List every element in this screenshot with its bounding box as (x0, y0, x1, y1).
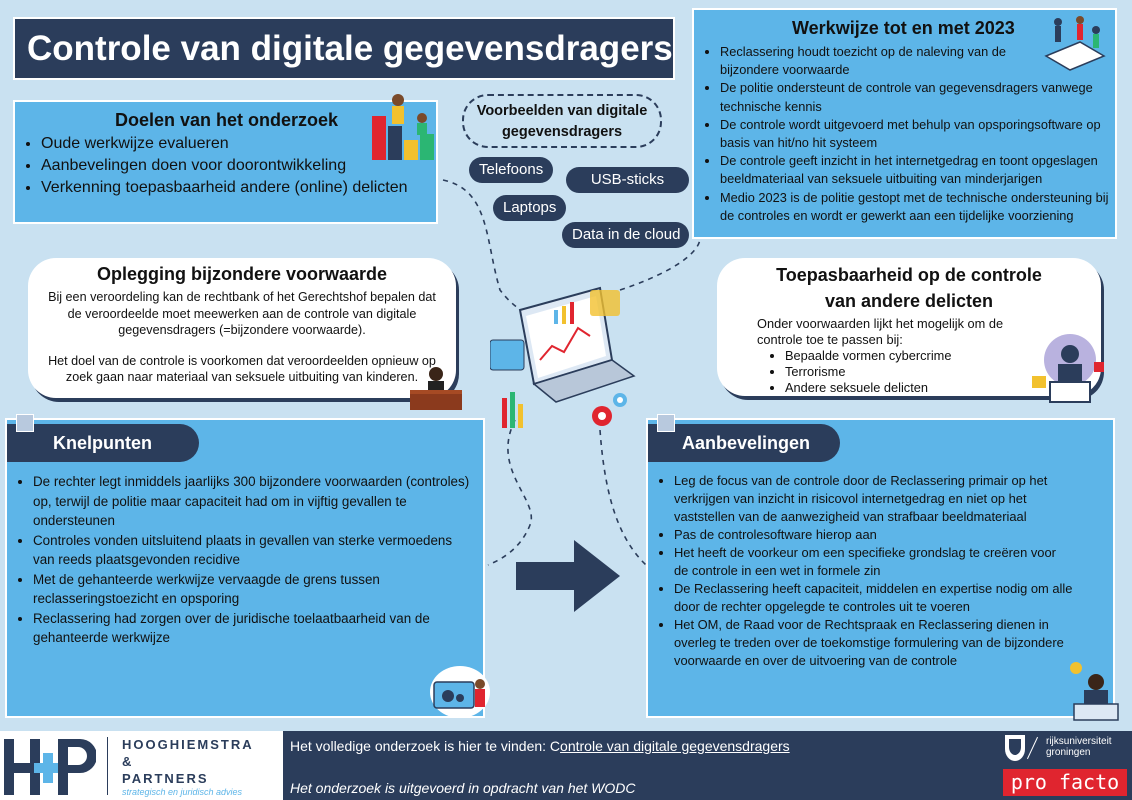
list-item: • Controles vonden uitsluitend plaats in gevallen van sterke vermoedens van reeds plaatsgevonden recidive (33, 531, 471, 570)
bottlenecks-tab-marker (16, 414, 34, 432)
list-item: • Oude werkwijze evalueren (41, 133, 436, 155)
bottlenecks-list (11, 472, 471, 648)
businessman-idea-icon (1062, 660, 1122, 722)
hp-logo-area (0, 731, 283, 800)
rug-logo-text (1046, 736, 1112, 758)
condition-text-2: Het doel van de controle is voorkomen dat veroordeelden opnieuw op zoek gaan naar materiaal van seksuele uitbuiting van kinderen. (48, 353, 436, 384)
judge-icon (408, 364, 464, 410)
profacto-logo: pro facto (1003, 769, 1127, 796)
list-item: • De rechter legt inmiddels jaarlijks 300 bijzondere voorwaarden (controles) op, terwijl de politie maar capaciteit had om in vijftig gevallen te ondersteunen (33, 472, 471, 531)
bottlenecks-heading: Knelpunten (7, 424, 199, 462)
report-link-prefix: Het volledige onderzoek is hier te vinden: C (290, 738, 561, 754)
recommendations-tab-marker (657, 414, 675, 432)
hp-company-name (122, 736, 254, 787)
commission-text: Het onderzoek is uitgevoerd in opdracht van het WODC (290, 780, 636, 796)
goals-panel (13, 100, 438, 224)
list-item: • Reclassering houdt toezicht op de naleving van de bijzondere voorwaarde (720, 43, 1109, 79)
bottlenecks-panel (5, 418, 485, 718)
list-item: • Pas de controlesoftware hierop aan (674, 526, 1073, 544)
list-item: • De controle wordt uitgevoerd met behulp van opsporingsoftware op basis van hit/no hit systeem (720, 116, 1109, 152)
company-line-3: PARTNERS (122, 771, 209, 786)
hp-tagline: strategisch en juridisch advies (122, 787, 243, 797)
example-pill-usb: USB-sticks (566, 167, 689, 193)
team-phone-icon (1040, 12, 1110, 72)
list-item: • Verkenning toepasbaarheid andere (online) delicten (41, 177, 436, 199)
example-pill-phones: Telefoons (469, 157, 553, 183)
list-item: • Het heeft de voorkeur om een specifieke grondslag te creëren voor de controle in een wet in formele zin (674, 544, 1073, 580)
repair-gear-icon (430, 660, 500, 720)
list-item: • Het OM, de Raad voor de Rechtspraak en Reclassering dienen in overleg te treden over de toekomstige formulering van de bijzondere voorwaarde en over de uitvoering van de controle (674, 616, 1073, 670)
report-link-line (290, 738, 790, 754)
list-item: • De politie ondersteunt de controle van gegevensdragers vanwege technische kennis (720, 79, 1109, 115)
rug-line-2: groningen (1046, 747, 1091, 758)
bar-chart-people-icon (370, 90, 440, 168)
examples-heading-text: Voorbeelden van digitale gegevensdragers (476, 103, 648, 140)
list-item: • Met de gehanteerde werkwijze vervaagde de grens tussen reclasseringstoezicht en opsporing (33, 570, 471, 609)
applicability-intro: Onder voorwaarden lijkt het mogelijk om de controle toe te passen bij: (757, 316, 1004, 347)
method-panel (692, 8, 1117, 239)
recommendations-list (652, 472, 1073, 670)
company-line-2: & (122, 754, 134, 769)
condition-card (28, 258, 456, 398)
list-item: • Medio 2023 is de politie gestopt met de technische ondersteuning bij de controles en wordt er gewerkt aan een tijdelijke voorziening (720, 189, 1109, 225)
list-item: • Terrorisme (785, 364, 1091, 380)
applicability-heading-1: Toepasbaarheid op de controle (776, 265, 1042, 285)
rug-crest-icon (1003, 733, 1027, 763)
report-link[interactable]: ontrole van digitale gegevensdragers (560, 738, 790, 754)
logo-divider (107, 737, 108, 795)
condition-text-1: Bij een veroordeling kan de rechtbank of het Gerechtshof bepalen dat de veroordeelde moet meewerken aan de controle van digitale gegevensdragers (=bijzondere voorwaarde). (48, 290, 436, 337)
examples-heading (462, 94, 662, 148)
hp-logo-icon (2, 735, 96, 797)
rug-line-1: rijksuniversiteit (1046, 736, 1112, 747)
applicability-heading-2: van andere delicten (824, 291, 994, 311)
list-item: • Leg de focus van de controle door de Reclassering primair op het verkrijgen van inzicht in risicovol internetgedrag en niet op het vaststellen van de aanwezigheid van strafbaar beeldmateriaal (674, 472, 1073, 526)
list-item: • Andere seksuele delicten (785, 380, 1091, 396)
cybercrime-hacker-icon (1030, 332, 1110, 406)
example-pill-laptops: Laptops (493, 195, 566, 221)
page-title: Controle van digitale gegevensdragers (27, 29, 673, 68)
list-item: • Aanbevelingen doen voor doorontwikkeling (41, 155, 436, 177)
list-item: • De Reclassering heeft capaciteit, middelen en expertise nodig om alle door de rechter opgelegde te controles uit te voeren (674, 580, 1073, 616)
example-pill-cloud: Data in de cloud (562, 222, 689, 248)
hp-logo-letters (0, 731, 1, 732)
list-item: • Reclassering had zorgen over de juridische toelaatbaarheid van de gehanteerde werkwijze (33, 609, 471, 648)
arrow-right-icon (516, 540, 622, 612)
method-heading: Werkwijze tot en met 2023 (792, 18, 1015, 38)
goals-heading: Doelen van het onderzoek (115, 110, 339, 130)
company-line-1: HOOGHIEMSTRA (122, 737, 254, 752)
list-item: • Bepaalde vormen cybercrime (785, 348, 1091, 364)
list-item: • De controle geeft inzicht in het internetgedrag en toont opgeslagen beeldmateriaal van seksuele uitbuiting van minderjarigen (720, 152, 1109, 188)
condition-heading: Oplegging bijzondere voorwaarde (96, 264, 388, 284)
laptop-analytics-icon (490, 280, 640, 435)
recommendations-panel (646, 418, 1115, 718)
recommendations-heading: Aanbevelingen (648, 424, 840, 462)
